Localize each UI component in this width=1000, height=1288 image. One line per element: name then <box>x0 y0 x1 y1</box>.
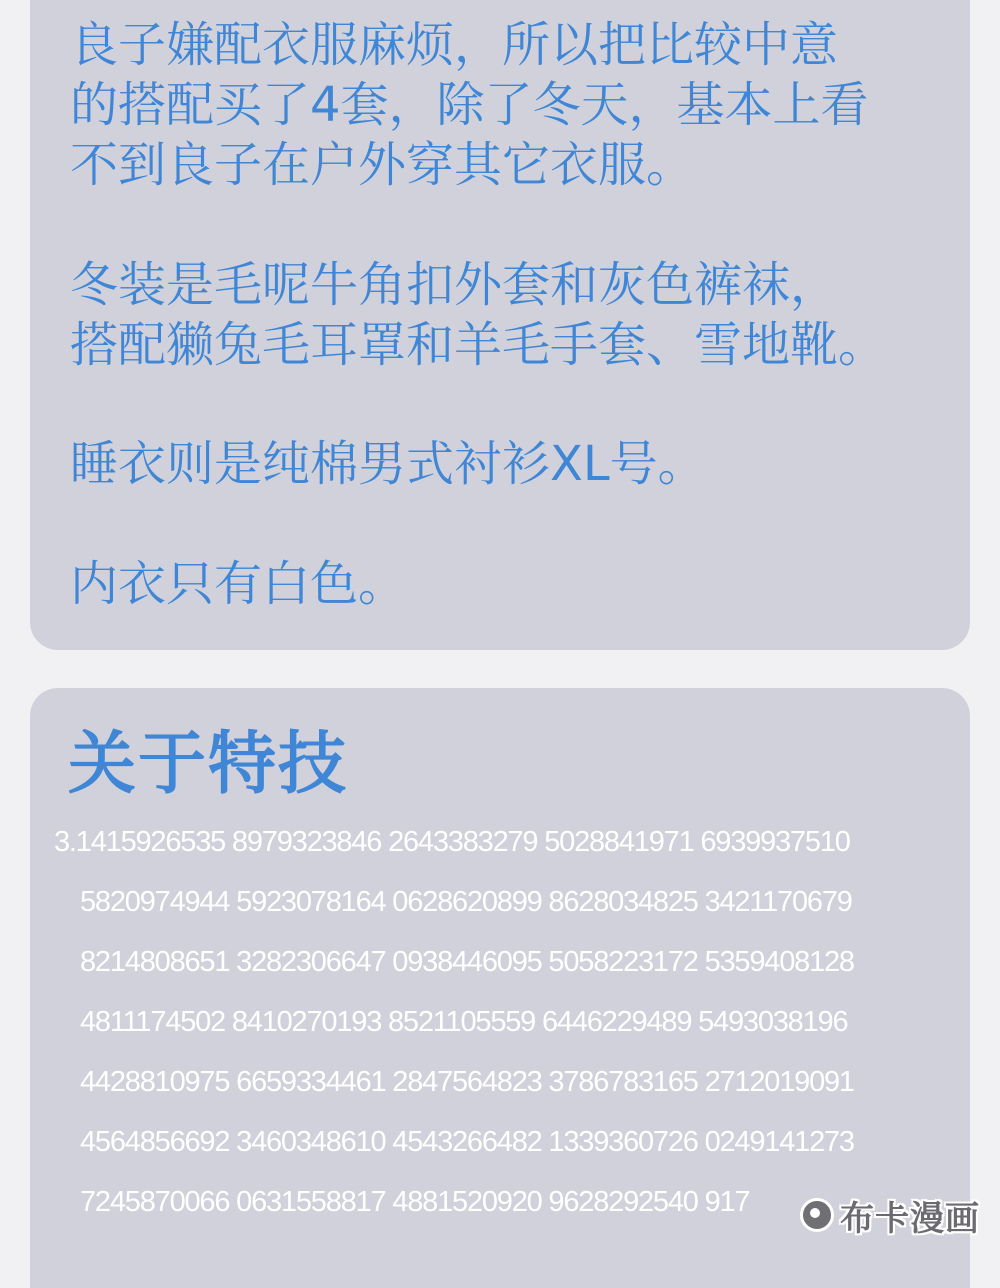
text-line: 冬装是毛呢牛角扣外套和灰色裤袜， <box>70 257 839 313</box>
text-line: 良子嫌配衣服麻烦，所以把比较中意 <box>70 17 839 73</box>
paragraph-outfits <box>70 15 869 195</box>
paragraph-underwear <box>70 554 406 614</box>
watermark <box>800 1194 996 1239</box>
text-line: 内衣只有白色。 <box>70 556 407 612</box>
text-line: 不到良子在户外穿其它衣服。 <box>70 137 695 193</box>
pi-digits-line: 5820974944 5923078164 0628620899 8628034825 3421170679 <box>80 886 852 918</box>
pi-digits-line: 8214808651 3282306647 0938446095 5058223172 5359408128 <box>80 946 854 978</box>
text-line: 睡衣则是纯棉男式衬衫XL号。 <box>70 436 706 492</box>
pi-digits-line: 4428810975 6659334461 2847564823 3786783165 2712019091 <box>80 1066 854 1098</box>
paragraph-winter-clothes <box>70 255 886 375</box>
pi-digits-line: 4811174502 8410270193 8521105559 6446229489 5493038196 <box>80 1006 848 1038</box>
pi-digits-line: 4564856692 3460348610 4543266482 1339360726 0249141273 <box>80 1126 854 1158</box>
pi-digits-line: 7245870066 0631558817 4881520920 9628292540 917 <box>80 1186 750 1218</box>
watermark-text: 布卡漫画 <box>840 1198 980 1239</box>
text-line: 的搭配买了4套，除了冬天，基本上看 <box>70 77 869 133</box>
profile-text-card <box>30 0 970 650</box>
paragraph-pajamas <box>70 434 706 494</box>
pi-digits-line: 3.1415926535 8979323846 2643383279 5028841971 6939937510 <box>54 826 850 858</box>
logo-face-icon <box>800 1198 834 1232</box>
text-line: 搭配獭兔毛耳罩和羊毛手套、雪地靴。 <box>70 317 887 373</box>
section-title: 关于特技 <box>68 724 349 804</box>
